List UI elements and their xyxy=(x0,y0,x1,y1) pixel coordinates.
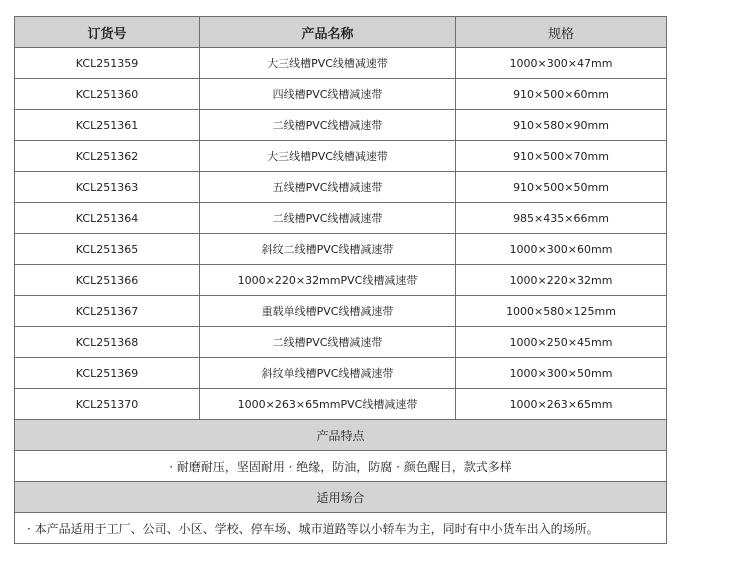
product-name-cell: 二线槽PVC线槽减速带 xyxy=(200,327,456,358)
specification-cell: 1000×300×60mm xyxy=(456,234,667,265)
table-row xyxy=(15,141,667,172)
product-name-cell: 四线槽PVC线槽减速带 xyxy=(200,79,456,110)
order-number-cell: KCL251360 xyxy=(15,79,200,110)
features-title: 产品特点 xyxy=(15,420,667,451)
product-name-cell: 五线槽PVC线槽减速带 xyxy=(200,172,456,203)
order-number-cell: KCL251369 xyxy=(15,358,200,389)
applications-title-row xyxy=(15,482,667,513)
specification-cell: 1000×300×50mm xyxy=(456,358,667,389)
order-number-cell: KCL251367 xyxy=(15,296,200,327)
specification-cell: 1000×580×125mm xyxy=(456,296,667,327)
order-number-cell: KCL251359 xyxy=(15,48,200,79)
product-name-cell: 大三线槽PVC线槽减速带 xyxy=(200,141,456,172)
product-name-cell: 二线槽PVC线槽减速带 xyxy=(200,110,456,141)
order-number-cell: KCL251370 xyxy=(15,389,200,420)
product-name-cell: 大三线槽PVC线槽减速带 xyxy=(200,48,456,79)
product-name-cell: 1000×220×32mmPVC线槽减速带 xyxy=(200,265,456,296)
table-row xyxy=(15,79,667,110)
order-number-cell: KCL251362 xyxy=(15,141,200,172)
header-specification: 规格 xyxy=(456,17,667,48)
table-row xyxy=(15,389,667,420)
applications-text-row xyxy=(15,513,667,544)
features-text: · 耐磨耐压，坚固耐用 · 绝缘，防油，防腐 · 颜色醒目，款式多样 xyxy=(15,451,667,482)
features-title-row xyxy=(15,420,667,451)
features-text-row xyxy=(15,451,667,482)
specification-cell: 985×435×66mm xyxy=(456,203,667,234)
table-row xyxy=(15,234,667,265)
specification-cell: 1000×300×47mm xyxy=(456,48,667,79)
order-number-cell: KCL251363 xyxy=(15,172,200,203)
table-row xyxy=(15,296,667,327)
specification-cell: 910×580×90mm xyxy=(456,110,667,141)
table-row xyxy=(15,172,667,203)
table-row xyxy=(15,110,667,141)
product-name-cell: 重载单线槽PVC线槽减速带 xyxy=(200,296,456,327)
specification-cell: 1000×250×45mm xyxy=(456,327,667,358)
table-row xyxy=(15,48,667,79)
product-name-cell: 斜纹单线槽PVC线槽减速带 xyxy=(200,358,456,389)
order-number-cell: KCL251361 xyxy=(15,110,200,141)
table-row xyxy=(15,203,667,234)
product-name-cell: 二线槽PVC线槽减速带 xyxy=(200,203,456,234)
table-row xyxy=(15,327,667,358)
order-number-cell: KCL251365 xyxy=(15,234,200,265)
table-body xyxy=(15,48,667,420)
table-row xyxy=(15,358,667,389)
specification-cell: 910×500×50mm xyxy=(456,172,667,203)
order-number-cell: KCL251364 xyxy=(15,203,200,234)
product-name-cell: 斜纹二线槽PVC线槽减速带 xyxy=(200,234,456,265)
header-product-name: 产品名称 xyxy=(200,17,456,48)
specification-cell: 910×500×60mm xyxy=(456,79,667,110)
header-order-number: 订货号 xyxy=(15,17,200,48)
product-name-cell: 1000×263×65mmPVC线槽减速带 xyxy=(200,389,456,420)
specification-cell: 910×500×70mm xyxy=(456,141,667,172)
specification-cell: 1000×263×65mm xyxy=(456,389,667,420)
table-row xyxy=(15,265,667,296)
product-spec-table xyxy=(14,16,667,544)
order-number-cell: KCL251368 xyxy=(15,327,200,358)
specification-cell: 1000×220×32mm xyxy=(456,265,667,296)
table-header-row xyxy=(15,17,667,48)
order-number-cell: KCL251366 xyxy=(15,265,200,296)
applications-text: · 本产品适用于工厂、公司、小区、学校、停车场、城市道路等以小轿车为主，同时有中小货车出入的场所。 xyxy=(15,513,667,544)
applications-title: 适用场合 xyxy=(15,482,667,513)
